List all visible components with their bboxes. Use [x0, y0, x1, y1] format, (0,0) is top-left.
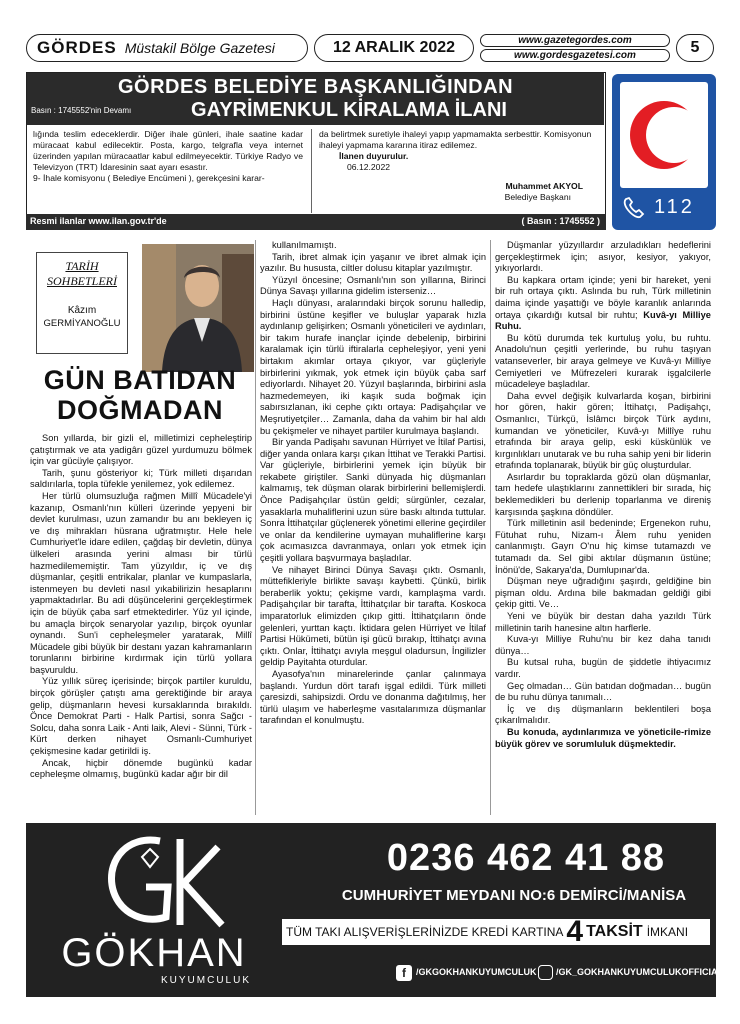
paragraph: Bu kutsal ruha, bugün de şiddetle ihtiyacımız vardır.	[495, 657, 711, 679]
url-1[interactable]: www.gazetegordes.com	[480, 34, 670, 47]
ad-right-text: da belirtmek suretiyle ihaleyi yapıp yapmamakta serbesttir. Komisyonun ihaleyi yapmama kararına itiraz edilemez.	[319, 129, 592, 150]
newspaper-brand	[26, 34, 308, 62]
ad-left-column	[33, 129, 303, 184]
ad-title-1: GÖRDES BELEDİYE BAŞKANLIĞINDAN	[117, 76, 514, 98]
paragraph: Ve nihayet Birinci Dünya Savaşı çıktı. Osmanlı, müttefikleriyle birlikte savaşı kaybetti. Çünkü, birlik beraberlik yoktu; çekişme vardı, kamplaşma vardı. Padişahçılar bir tarafta, İttihatçılar bir tarafta. Koskoca imparatorluk elimizden çıkıp gitti. İttihatçıların önde gelenleri, yurttan kaçtı. İktidara gelen Hürriyet ve İtilaf Partisi Hükümeti, bütün işi gücü bırakıp, İttihatçı avına çıktı. Onlar, İttihatçı avıyla meşgul oladursun, İngilizler geldip Payitahta oturdular.	[260, 564, 486, 668]
column-label-2: SOHBETLERİ	[47, 274, 117, 288]
paragraph: Düşman neye uğradığını şaşırdı, geldiğine bin pişman oldu. Ardına bile bakmadan geldiği gibi çekip gitti. Ve…	[495, 576, 711, 610]
paragraph: Her türlü olumsuzluğa rağmen Millî Mücadele'yi kazanıp, Osmanlı'nın külleri üzerinde yepyeni bir devlet kurulması, uzun zamandır bu anı bekleyen iç ve dış mihrakları hüsrana uğratmıştır. Hele hele Cumhuriyet'le idare edilen, çağdaş bir devletin, dünya ülkeleri arasında yerini alması bir türlü hazmedilememiştir. Tam yüzyıldır, iç ve dış düşmanlar, çeşitli entrikalar, planlar ve kumpaslarla, istenmeyen bu devleti nasıl yıkabilirizin hesaplarını yapmaktadırlar. Bu adi düşüncelerini gerçekleştirmek için de büyük çaba sarf etmektedirler. Yüz yıl içinde, bu amaçla birçok senaryolar yazılıp, birçok oyunlar oynandı. Sun'i cepheleşmeler yaratarak, Millî Mücadele gibi büyük bir destanı yazan kahramanların torunlarını birbirine kırdırmak için türlü yollara başvuruldu.	[30, 490, 252, 675]
instagram-icon	[538, 965, 553, 980]
ad-left-item: 9- İhale komisyonu ( Belediye Encümeni ), gerekçesini karar-	[33, 173, 265, 183]
red-crescent-logo	[612, 74, 716, 230]
ad-signer: Muhammet AKYOL	[505, 181, 583, 191]
jeweler-address: CUMHURİYET MEYDANI NO:6 DEMİRCİ/MANİSA	[341, 887, 687, 904]
paragraph: Tarih, ibret almak için yaşanır ve ibret almak için yazılır. Bu hususta, ciltler dolusu kitaplar yazılmıştır.	[260, 251, 486, 274]
gk-monogram-icon	[98, 829, 238, 935]
paragraph: Ancak, hiçbir dönemde bugünkü kadar cepheleşme olmamış, bugünkü kadar ağır bir dil	[30, 757, 252, 780]
author-photo	[142, 244, 254, 372]
official-ad	[26, 72, 606, 230]
article-column-3	[495, 240, 711, 750]
installment-number: 4	[566, 915, 584, 948]
jeweler-phone[interactable]: 0236 462 41 88	[386, 837, 666, 879]
column-divider-1	[255, 240, 256, 815]
ad-footer	[26, 214, 606, 230]
issue-date: 12 ARALIK 2022	[314, 34, 474, 62]
author-last-name: GERMİYANOĞLU	[43, 318, 121, 329]
article-title	[26, 365, 254, 425]
paragraph: Yüz yıllık süreç içerisinde; birçok partiler kuruldu, birçok görüşler çatıştı ama gerektiğinde bir araya gelip, düşmanların hevesi kursaklarında bırakıldı. Önce Demokrat Parti - Halk Partisi, sonra Sağcı - Solcu, daha sonra Laik - Anti laik, Alevi - Sünni, Türk - Kürt derken nihayet Osmanlı-Cumhuriyet çekişmesine kadar getirildi iş.	[30, 676, 252, 757]
article-title-line-2: DOĞMADAN	[57, 395, 223, 425]
article-title-line-1: GÜN BATIDAN	[43, 365, 237, 395]
brand-subtitle: Müstakil Bölge Gazetesi	[124, 40, 275, 56]
column-divider-2	[490, 240, 491, 815]
paragraph: Ayasofya'nın minarelerinde çanlar çalınmaya başlandı. Yurdun dört tarafı işgal edildi. Türk milleti çaresizdi, sahipsizdi. Ordu ve donanma dağıtılmış, her türlü ulaşım ve haberleşme vasıtalarımıza düşmanlar tarafından el konulmuştu.	[260, 668, 486, 726]
author-first-name: Kâzım	[67, 305, 97, 316]
paragraph: Haçlı dünyası, aralarındaki birçok sorunu halledip, birbirini üstüne keşifler ve buluşlar yaparak hızla aydınlanıp gelişirken; Osmanlı yöneticileri ve aydınları, bir takım hurafe inançlar içinde debelenip, birbirini karalamak için türlü iftiralarla cepheleşiyor, yeni yeni birtakım akımlar ortaya çıkıyor, var güçleriyle birbirlerini yıkmak, yok etmek için büyük çaba sarf ediyorlardı. Nihayet 20. Yüzyıl başlarında, birbirini asla hazmedemeyen, iki kaşık suda boğmak için sabırsızlanan, iki cephe çıktı ortaya: Padişahçılar ve Meşrutiyetçiler… Zamanla, daha da vahim bir hal aldı bu çekişmeler ve nihayet partiler kurulmaya başlandı.	[260, 297, 486, 436]
ad-footer-left: Resmi ilanlar www.ilan.gov.tr'de	[30, 216, 167, 226]
ad-left-text: lığında teslim edeceklerdir. Diğer ihale günleri, ihale saatine kadar müracaat kabul edilecektir. Posta, kargo, telgrafla veya internet üzerinden yapılan müracaatlar kabul edilmeyecektir. Türkiye Radyo ve Televizyon (TRT) İdaresinin saat ayarı esastır.	[33, 129, 303, 172]
jeweler-brand: GÖKHAN	[61, 931, 247, 975]
ad-date: 06.12.2022	[347, 162, 391, 172]
url-2[interactable]: www.gordesgazetesi.com	[480, 49, 670, 62]
brand-name: GÖRDES	[37, 38, 117, 57]
ad-basun-continued: Basın : 1745552'nin Devamı	[31, 106, 132, 115]
paragraph: Yüzyıl öncesine; Osmanlı'nın son yıllarına, Birinci Dünya Savaşı yıllarına gidelim isterseniz…	[260, 274, 486, 297]
crescent-panel	[620, 82, 708, 188]
installment-text-right: İMKANI	[646, 925, 689, 939]
paragraph: Bir yanda Padişahı savunan Hürriyet ve İtilaf Partisi, diğer yanda onlara karşı çıkan İttihat ve Terakki Partisi. Var güçleriyle, birbirlerini yemek için büyük bir rekabete giriştiler. Sanki dünyada hiç düşmanları kalmamış, tek düşman olarak birbirlerini bellemişlerdi. Önce Padişahçılar üstün geldi; sürgünler, cezalar, yasaklarla muhaliflerini uzun süre baskı altında tuttular. Sonra İttihatçılar güçlenerek yönetimi ellerine geçirdiler ve onlar da kendilerine uymayan muhaliflerine karşı çok acımasızca davranmaya, onları yok etmek için çeşitli yollara başvurmaya başladılar.	[260, 437, 486, 564]
article-column-2	[260, 240, 486, 727]
paragraph: Bu kötü durumda tek kurtuluş yolu, bu ruhtu. Anadolu'nun çeşitli yerlerinde, bu ruhu taşıyan vatanseverler, bir araya gelmeye ve Kuvâ-yı Milliye Cemiyetleri ve Müfrezeleri kurarak işgalcilerle mücadeleye başladılar.	[495, 332, 711, 390]
ad-right-column	[319, 129, 597, 203]
installment-word: TAKSİT	[586, 923, 643, 940]
paragraph: Asırlardır bu topraklarda gözü olan düşmanlar, tam hedefe ulaştıklarını zannettikleri bir sırada, hiç beklemedikleri bu derlenip toparlanma ve direniş karşısında şaşkına döndüler.	[495, 471, 711, 517]
website-urls	[480, 34, 670, 62]
ad-header	[27, 73, 604, 125]
paragraph: Tarih, şunu gösteriyor ki; Türk milleti dışarıdan saldırılarla, topla tüfekle yenilemez, yok edilemez.	[30, 467, 252, 490]
paragraph: Geç olmadan… Gün batıdan doğmadan… bugün de bu ruhu dünya tanımalı…	[495, 680, 711, 703]
paragraph: Türk milletinin asil bedeninde; Ergenekon ruhu, Fütuhat ruhu, Nizam-ı Âlem ruhu yeniden canlanmıştı. Gayrı O'nu hiç kimse tutamazdı ve tutamadı da. Sel gibi aktılar düşmanın üstüne; İnönü'de, Sakarya'da, Dumlupınar'da.	[495, 518, 711, 575]
ad-divider	[311, 129, 312, 213]
paragraph: Düşmanlar yüzyıllardır arzuladıkları hedeflerini gerçekleştirmek için; asıyor, kesiyor, yakıyor, yıkıyorlardı.	[495, 240, 711, 274]
facebook-handle[interactable]: /GKGOKHANKUYUMCULUK	[416, 967, 537, 977]
paragraph: Bu kapkara ortam içinde; yeni bir hareket, yeni bir ruh ortaya çıktı. Aslında bu ruh, Türk milletinin daima içinde yaşattığı ve böyle karanlık anlarında ortaya çıkardığı kutsal bir ruhtu; Kuvâ-yı Milliye Ruhu.	[495, 274, 711, 332]
paragraph: İç ve dış düşmanların beklentileri boşa çıkarılmalıdır.	[495, 703, 711, 726]
facebook-icon: f	[396, 965, 412, 981]
paragraph: Daha evvel değişik kulvarlarda koşan, birbirini hor gören, hakir gören; İttihatçı, Padişahçı, Osmanlıcı, Türkçü, İslâmcı birçok Türk aydını, kumandan ve yöneticiler, Kuvâ-yı Millîye ruhu etrafında bir araya gelip, eski küskünlük ve kırgınlıkları unutarak ve bu ruha sahip yeni bir liderin etrafında toplanarak, büyük bir güç oluşturdular.	[495, 390, 711, 471]
paragraph: Kuva-yı Milliye Ruhu'nu bir kez daha tanıdı dünya…	[495, 634, 711, 656]
paragraph: kullanılmamıştı.	[272, 240, 337, 250]
instagram-handle[interactable]: /GK_GOKHANKUYUMCULUKOFFICIAL	[556, 967, 723, 977]
installment-banner	[282, 915, 710, 948]
jeweler-ad	[26, 823, 723, 997]
paragraph: Son yıllarda, bir gizli el, milletimizi cepheleştirip çatıştırmak ve ata yadigârı güzel yurdumuzu bölmek için var gücüyle çalışıyor.	[30, 433, 252, 467]
crescent-icon	[620, 82, 708, 188]
column-label-1: TARİH	[65, 259, 99, 273]
installment-text-left: TÜM TAKI ALIŞVERİŞLERİNİZDE KREDİ KARTINA	[286, 925, 564, 939]
ad-signer-title: Belediye Başkanı	[504, 192, 571, 202]
ad-announce: İlanen duyurulur.	[339, 151, 409, 161]
article-column-1	[30, 433, 252, 781]
ad-title-2: GAYRİMENKUL KİRALAMA İLANI	[191, 99, 507, 121]
author-portrait-icon	[142, 244, 254, 372]
phone-icon	[622, 196, 648, 220]
ad-footer-right: ( Basın : 1745552 )	[521, 216, 600, 226]
column-label-box	[36, 252, 128, 354]
page-number: 5	[676, 34, 714, 62]
jeweler-brand-sub: KUYUMCULUK	[160, 975, 251, 986]
paragraph: Yeni ve büyük bir destan daha yazıldı Türk milletinin tarih hanesine altın harflerle.	[495, 611, 711, 633]
emergency-number: 112	[654, 196, 695, 218]
closing-paragraph: Bu konuda, aydınlarımıza ve yöneticile-rimize büyük görev ve sorumluluk düşmektedir.	[495, 726, 711, 749]
masthead	[26, 34, 716, 64]
